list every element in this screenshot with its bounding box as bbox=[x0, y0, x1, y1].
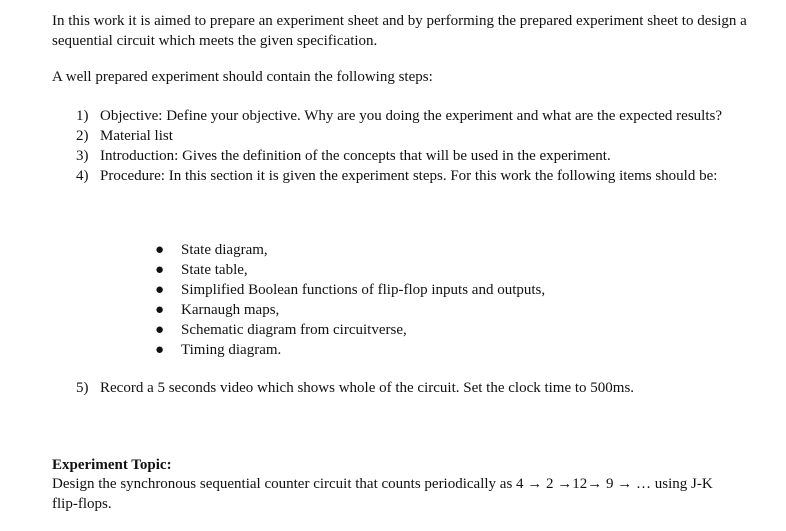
item-text: Karnaugh maps, bbox=[181, 302, 280, 318]
item-text: Schematic diagram from circuitverse, bbox=[181, 322, 407, 338]
step-number: 3) bbox=[76, 148, 89, 164]
step-number: 2) bbox=[76, 128, 89, 144]
bullet-icon: ● bbox=[155, 282, 165, 298]
list-item bbox=[155, 260, 545, 280]
bullet-icon: ● bbox=[155, 242, 165, 258]
topic-body: Design the synchronous sequential counter circuit that counts periodically as 4 → 2 →12→ 9 → … using J-K flip-flops. bbox=[52, 476, 713, 512]
step-5 bbox=[76, 378, 756, 398]
list-item bbox=[76, 146, 756, 166]
item-text: Timing diagram. bbox=[181, 342, 282, 358]
item-text: State diagram, bbox=[181, 242, 268, 258]
list-item bbox=[76, 126, 756, 146]
step-text: Material list bbox=[100, 128, 173, 144]
list-item bbox=[155, 340, 545, 360]
item-text: Simplified Boolean functions of flip-flop inputs and outputs, bbox=[181, 282, 546, 298]
list-item bbox=[155, 300, 545, 320]
steps-list bbox=[76, 106, 756, 186]
step-number: 4) bbox=[76, 168, 89, 184]
step-number: 5) bbox=[76, 380, 89, 396]
step-text: Introduction: Gives the definition of the concepts that will be used in the experiment. bbox=[100, 148, 611, 164]
step-text: Procedure: In this section it is given the experiment steps. For this work the following items should be: bbox=[100, 168, 718, 184]
step-text: Objective: Define your objective. Why are you doing the experiment and what are the expected results? bbox=[100, 108, 722, 124]
bullet-icon: ● bbox=[155, 302, 165, 318]
procedure-items bbox=[155, 240, 545, 360]
topic-heading: Experiment Topic: bbox=[52, 457, 172, 473]
item-text: State table, bbox=[181, 262, 248, 278]
bullet-icon: ● bbox=[155, 262, 165, 278]
list-item bbox=[76, 166, 756, 186]
steps-intro: A well prepared experiment should contain the following steps: bbox=[52, 69, 433, 85]
intro-paragraph: In this work it is aimed to prepare an experiment sheet and by performing the prepared experiment sheet to design a sequential circuit which meets the given specification. bbox=[52, 13, 747, 49]
step-text: Record a 5 seconds video which shows whole of the circuit. Set the clock time to 500ms. bbox=[100, 380, 635, 396]
list-item bbox=[155, 320, 545, 340]
list-item bbox=[155, 280, 545, 300]
list-item bbox=[155, 240, 545, 260]
bullet-icon: ● bbox=[155, 322, 165, 338]
list-item bbox=[76, 106, 756, 126]
bullet-icon: ● bbox=[155, 342, 165, 358]
step-number: 1) bbox=[76, 108, 89, 124]
